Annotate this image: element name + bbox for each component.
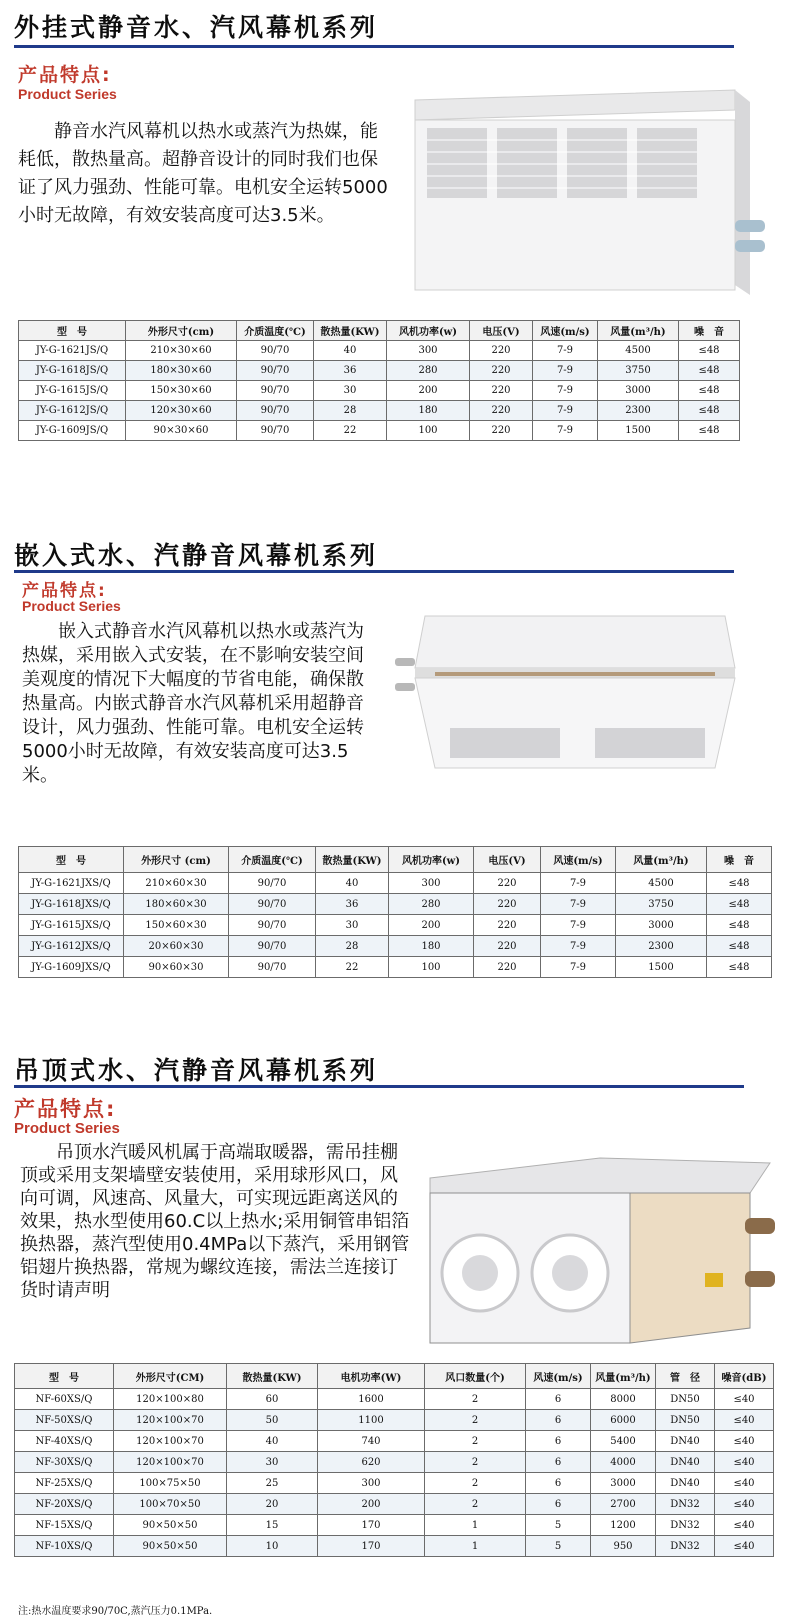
table-cell: 300 bbox=[318, 1473, 425, 1494]
table-row bbox=[15, 1515, 774, 1536]
table-cell: 7-9 bbox=[533, 421, 598, 441]
table-header-cell: 噪 音 bbox=[707, 847, 772, 873]
table-cell: 7-9 bbox=[533, 341, 598, 361]
product-description: 静音水汽风幕机以热水或蒸汽为热媒，能耗低，散热量高。超静音设计的同时我们也保证了风力强劲、性能可靠。电机安全运转5000小时无故障，有效安装高度可达3.5米。 bbox=[18, 121, 388, 226]
table-row bbox=[15, 1389, 774, 1410]
table-header-cell: 管 径 bbox=[656, 1364, 715, 1389]
table-row bbox=[19, 894, 772, 915]
table-cell: 90×60×30 bbox=[124, 957, 229, 978]
table-cell: 4500 bbox=[616, 873, 707, 894]
section-rule bbox=[14, 1085, 744, 1088]
spec-table bbox=[18, 846, 772, 978]
table-cell: 7-9 bbox=[541, 915, 616, 936]
table-cell: DN40 bbox=[656, 1473, 715, 1494]
table-cell: NF-15XS/Q bbox=[15, 1515, 114, 1536]
table-cell: 7-9 bbox=[541, 873, 616, 894]
table-cell: 36 bbox=[314, 361, 387, 381]
table-header-cell: 介质温度(℃) bbox=[229, 847, 316, 873]
table-header-cell: 风机功率(w) bbox=[387, 321, 470, 341]
ceiling-unit-image bbox=[420, 1153, 780, 1358]
table-cell: 7-9 bbox=[541, 936, 616, 957]
table-header-cell: 散热量(KW) bbox=[314, 321, 387, 341]
table-header-cell: 风速(m/s) bbox=[541, 847, 616, 873]
table-cell: 3000 bbox=[616, 915, 707, 936]
table-header-cell: 电机功率(W) bbox=[318, 1364, 425, 1389]
table-cell: 200 bbox=[318, 1494, 425, 1515]
table-cell: DN40 bbox=[656, 1431, 715, 1452]
table-cell: 90/70 bbox=[237, 341, 314, 361]
table-cell: ≤40 bbox=[715, 1515, 774, 1536]
table-cell: 120×100×70 bbox=[114, 1431, 227, 1452]
table-cell: 220 bbox=[470, 361, 533, 381]
table-cell: ≤40 bbox=[715, 1536, 774, 1557]
table-cell: 300 bbox=[389, 873, 474, 894]
table-cell: 200 bbox=[387, 381, 470, 401]
table-row bbox=[15, 1473, 774, 1494]
table-header-cell: 电压(V) bbox=[474, 847, 541, 873]
table-header-cell: 型 号 bbox=[19, 321, 126, 341]
table-cell: ≤48 bbox=[707, 894, 772, 915]
table-cell: 90×30×60 bbox=[126, 421, 237, 441]
table-cell: 6 bbox=[526, 1494, 591, 1515]
table-header-cell: 外形尺寸 (cm) bbox=[124, 847, 229, 873]
table-cell: 5 bbox=[526, 1515, 591, 1536]
table-cell: JY-G-1612JS/Q bbox=[19, 401, 126, 421]
table-header-cell: 电压(V) bbox=[470, 321, 533, 341]
table-cell: JY-G-1618JS/Q bbox=[19, 361, 126, 381]
table-header-cell: 风速(m/s) bbox=[526, 1364, 591, 1389]
table-cell: 1 bbox=[425, 1515, 526, 1536]
table-cell: ≤40 bbox=[715, 1452, 774, 1473]
table-header-row bbox=[15, 1364, 774, 1389]
table-cell: 210×60×30 bbox=[124, 873, 229, 894]
feature-subheading: Product Series bbox=[18, 86, 117, 102]
table-header-cell: 型 号 bbox=[15, 1364, 114, 1389]
table-cell: 100×75×50 bbox=[114, 1473, 227, 1494]
table-row bbox=[15, 1536, 774, 1557]
table-cell: 7-9 bbox=[533, 381, 598, 401]
table-header-cell: 风量(m³/h) bbox=[598, 321, 679, 341]
table-footnote: 注:热水温度要求90/70C,蒸汽压力0.1MPa. bbox=[18, 1606, 213, 1617]
table-cell: JY-G-1615JS/Q bbox=[19, 381, 126, 401]
table-header-cell: 外形尺寸(CM) bbox=[114, 1364, 227, 1389]
table-cell: JY-G-1612JXS/Q bbox=[19, 936, 124, 957]
table-cell: 22 bbox=[316, 957, 389, 978]
table-cell: 280 bbox=[387, 361, 470, 381]
table-cell: 220 bbox=[470, 421, 533, 441]
table-cell: 150×30×60 bbox=[126, 381, 237, 401]
section-embedded bbox=[0, 530, 800, 1010]
feature-subheading: Product Series bbox=[22, 598, 121, 614]
table-cell: 180 bbox=[389, 936, 474, 957]
table-cell: JY-G-1615JXS/Q bbox=[19, 915, 124, 936]
table-row bbox=[15, 1410, 774, 1431]
table-cell: 120×100×80 bbox=[114, 1389, 227, 1410]
table-cell: ≤40 bbox=[715, 1389, 774, 1410]
table-row bbox=[19, 341, 740, 361]
table-cell: 6 bbox=[526, 1473, 591, 1494]
table-cell: ≤40 bbox=[715, 1473, 774, 1494]
table-cell: 30 bbox=[227, 1452, 318, 1473]
table-cell: 2300 bbox=[616, 936, 707, 957]
section-rule bbox=[14, 570, 734, 573]
table-cell: 280 bbox=[389, 894, 474, 915]
table-cell: 90/70 bbox=[229, 915, 316, 936]
table-cell: 220 bbox=[470, 341, 533, 361]
feature-heading: 产品特点: bbox=[22, 581, 107, 601]
table-cell: 210×30×60 bbox=[126, 341, 237, 361]
table-header-cell: 散热量(KW) bbox=[316, 847, 389, 873]
feature-heading: 产品特点: bbox=[14, 1097, 117, 1121]
table-cell: DN50 bbox=[656, 1389, 715, 1410]
table-row bbox=[19, 381, 740, 401]
section-title: 外挂式静音水、汽风幕机系列 bbox=[14, 13, 379, 42]
table-row bbox=[15, 1452, 774, 1473]
table-cell: 220 bbox=[474, 873, 541, 894]
table-cell: 50 bbox=[227, 1410, 318, 1431]
table-cell: 220 bbox=[474, 894, 541, 915]
table-cell: NF-30XS/Q bbox=[15, 1452, 114, 1473]
table-cell: 25 bbox=[227, 1473, 318, 1494]
wall-mounted-unit-image bbox=[405, 80, 765, 305]
table-cell: 22 bbox=[314, 421, 387, 441]
table-cell: 1100 bbox=[318, 1410, 425, 1431]
table-cell: 1600 bbox=[318, 1389, 425, 1410]
table-cell: ≤40 bbox=[715, 1431, 774, 1452]
table-cell: 120×100×70 bbox=[114, 1410, 227, 1431]
table-cell: ≤48 bbox=[707, 915, 772, 936]
table-cell: 30 bbox=[316, 915, 389, 936]
table-cell: 220 bbox=[470, 381, 533, 401]
table-cell: DN32 bbox=[656, 1494, 715, 1515]
table-cell: 100 bbox=[387, 421, 470, 441]
table-cell: 90/70 bbox=[237, 361, 314, 381]
table-cell: 90×50×50 bbox=[114, 1536, 227, 1557]
table-cell: 6 bbox=[526, 1452, 591, 1473]
table-cell: ≤48 bbox=[679, 361, 740, 381]
table-cell: 7-9 bbox=[541, 957, 616, 978]
table-cell: 2 bbox=[425, 1452, 526, 1473]
table-header-cell: 介质温度(℃) bbox=[237, 321, 314, 341]
table-cell: 220 bbox=[474, 915, 541, 936]
table-cell: 200 bbox=[389, 915, 474, 936]
table-cell: 28 bbox=[316, 936, 389, 957]
table-cell: ≤48 bbox=[679, 341, 740, 361]
table-cell: ≤48 bbox=[707, 873, 772, 894]
table-cell: 36 bbox=[316, 894, 389, 915]
table-cell: 90/70 bbox=[229, 957, 316, 978]
table-cell: NF-25XS/Q bbox=[15, 1473, 114, 1494]
table-cell: ≤48 bbox=[707, 936, 772, 957]
table-cell: 1200 bbox=[591, 1515, 656, 1536]
table-cell: NF-40XS/Q bbox=[15, 1431, 114, 1452]
table-cell: 1500 bbox=[598, 421, 679, 441]
product-description: 吊顶水汽暖风机属于高端取暖器，需吊挂棚顶或采用支架墙壁安装使用，采用球形风口，风向可调，风速高、风量大，可实现远距离送风的效果，热水型使用60.C以上热水;采用铜管串铝箔换热器，蒸汽型使用0.4MPa以下蒸汽，采用钢管铝翅片换热器，常规为螺纹连接，需法兰连接订货时请声明 bbox=[20, 1142, 410, 1301]
table-cell: 8000 bbox=[591, 1389, 656, 1410]
table-cell: 180 bbox=[387, 401, 470, 421]
table-header-cell: 风速(m/s) bbox=[533, 321, 598, 341]
product-description: 嵌入式静音水汽风幕机以热水或蒸汽为热媒，采用嵌入式安装，在不影响安装空间美观度的情况下大幅度的节省电能，确保散热量高。内嵌式静音水汽风幕机采用超静音设计，风力强劲、性能可靠。电机安全运转5000小时无故障，有效安装高度可达3.5米。 bbox=[22, 621, 364, 786]
table-header-cell: 噪音(dB) bbox=[715, 1364, 774, 1389]
table-cell: NF-10XS/Q bbox=[15, 1536, 114, 1557]
table-cell: 20 bbox=[227, 1494, 318, 1515]
section-title: 嵌入式水、汽静音风幕机系列 bbox=[14, 541, 379, 570]
table-cell: 100 bbox=[389, 957, 474, 978]
table-cell: 2 bbox=[425, 1494, 526, 1515]
table-cell: 90/70 bbox=[237, 401, 314, 421]
table-header-cell: 噪 音 bbox=[679, 321, 740, 341]
table-header-cell: 风口数量(个) bbox=[425, 1364, 526, 1389]
table-cell: 100×70×50 bbox=[114, 1494, 227, 1515]
table-cell: JY-G-1609JS/Q bbox=[19, 421, 126, 441]
table-cell: 6 bbox=[526, 1389, 591, 1410]
table-cell: NF-50XS/Q bbox=[15, 1410, 114, 1431]
table-cell: DN32 bbox=[656, 1515, 715, 1536]
table-row bbox=[19, 957, 772, 978]
table-cell: ≤48 bbox=[679, 381, 740, 401]
table-cell: 2 bbox=[425, 1473, 526, 1494]
table-cell: 90/70 bbox=[229, 894, 316, 915]
table-cell: 950 bbox=[591, 1536, 656, 1557]
table-cell: JY-G-1609JXS/Q bbox=[19, 957, 124, 978]
table-cell: 2 bbox=[425, 1389, 526, 1410]
table-cell: 7-9 bbox=[541, 894, 616, 915]
table-cell: 6 bbox=[526, 1410, 591, 1431]
table-cell: 90/70 bbox=[229, 936, 316, 957]
table-cell: 2 bbox=[425, 1431, 526, 1452]
table-header-row bbox=[19, 321, 740, 341]
feature-heading: 产品特点: bbox=[18, 64, 112, 86]
table-cell: 1500 bbox=[616, 957, 707, 978]
table-cell: NF-20XS/Q bbox=[15, 1494, 114, 1515]
table-cell: 4500 bbox=[598, 341, 679, 361]
table-cell: 6 bbox=[526, 1431, 591, 1452]
table-cell: 220 bbox=[470, 401, 533, 421]
table-header-cell: 外形尺寸(cm) bbox=[126, 321, 237, 341]
table-cell: 40 bbox=[316, 873, 389, 894]
table-cell: 15 bbox=[227, 1515, 318, 1536]
table-cell: 30 bbox=[314, 381, 387, 401]
table-cell: DN50 bbox=[656, 1410, 715, 1431]
table-cell: 3750 bbox=[598, 361, 679, 381]
table-cell: 180×60×30 bbox=[124, 894, 229, 915]
table-cell: NF-60XS/Q bbox=[15, 1389, 114, 1410]
table-cell: ≤40 bbox=[715, 1410, 774, 1431]
table-cell: 40 bbox=[314, 341, 387, 361]
table-cell: 300 bbox=[387, 341, 470, 361]
table-cell: 180×30×60 bbox=[126, 361, 237, 381]
table-cell: ≤40 bbox=[715, 1494, 774, 1515]
table-cell: DN40 bbox=[656, 1452, 715, 1473]
table-header-cell: 散热量(KW) bbox=[227, 1364, 318, 1389]
table-row bbox=[19, 401, 740, 421]
table-cell: 120×100×70 bbox=[114, 1452, 227, 1473]
table-cell: 3000 bbox=[591, 1473, 656, 1494]
table-cell: 90/70 bbox=[229, 873, 316, 894]
table-cell: 40 bbox=[227, 1431, 318, 1452]
table-header-cell: 型 号 bbox=[19, 847, 124, 873]
table-cell: 150×60×30 bbox=[124, 915, 229, 936]
table-row bbox=[19, 936, 772, 957]
section-title: 吊顶式水、汽静音风幕机系列 bbox=[14, 1056, 379, 1085]
table-row bbox=[19, 421, 740, 441]
table-cell: JY-G-1618JXS/Q bbox=[19, 894, 124, 915]
table-row bbox=[19, 915, 772, 936]
spec-table bbox=[18, 320, 740, 441]
table-cell: 1 bbox=[425, 1536, 526, 1557]
embedded-unit-image bbox=[395, 608, 755, 808]
table-row bbox=[19, 361, 740, 381]
table-cell: 3000 bbox=[598, 381, 679, 401]
section-rule bbox=[14, 45, 734, 48]
table-header-row bbox=[19, 847, 772, 873]
table-cell: 2300 bbox=[598, 401, 679, 421]
table-cell: DN32 bbox=[656, 1536, 715, 1557]
table-cell: 220 bbox=[474, 936, 541, 957]
table-cell: 170 bbox=[318, 1515, 425, 1536]
section-wall-mounted bbox=[0, 0, 800, 460]
table-cell: 4000 bbox=[591, 1452, 656, 1473]
table-header-cell: 风机功率(w) bbox=[389, 847, 474, 873]
table-cell: 7-9 bbox=[533, 401, 598, 421]
table-cell: ≤48 bbox=[707, 957, 772, 978]
table-header-cell: 风量(m³/h) bbox=[591, 1364, 656, 1389]
table-cell: 170 bbox=[318, 1536, 425, 1557]
table-cell: ≤48 bbox=[679, 421, 740, 441]
table-cell: 90/70 bbox=[237, 381, 314, 401]
table-cell: 20×60×30 bbox=[124, 936, 229, 957]
table-cell: 2 bbox=[425, 1410, 526, 1431]
table-cell: 120×30×60 bbox=[126, 401, 237, 421]
table-row bbox=[15, 1494, 774, 1515]
table-cell: 5400 bbox=[591, 1431, 656, 1452]
table-cell: 620 bbox=[318, 1452, 425, 1473]
table-cell: 60 bbox=[227, 1389, 318, 1410]
table-cell: 220 bbox=[474, 957, 541, 978]
table-cell: 10 bbox=[227, 1536, 318, 1557]
table-cell: 28 bbox=[314, 401, 387, 421]
spec-table bbox=[14, 1363, 774, 1557]
table-header-cell: 风量(m³/h) bbox=[616, 847, 707, 873]
table-cell: 2700 bbox=[591, 1494, 656, 1515]
table-cell: ≤48 bbox=[679, 401, 740, 421]
table-cell: 7-9 bbox=[533, 361, 598, 381]
feature-subheading: Product Series bbox=[14, 1120, 120, 1137]
section-ceiling bbox=[0, 1045, 800, 1618]
table-cell: 3750 bbox=[616, 894, 707, 915]
table-cell: 90×50×50 bbox=[114, 1515, 227, 1536]
table-cell: JY-G-1621JS/Q bbox=[19, 341, 126, 361]
table-cell: 90/70 bbox=[237, 421, 314, 441]
table-cell: 6000 bbox=[591, 1410, 656, 1431]
table-cell: 5 bbox=[526, 1536, 591, 1557]
table-cell: 740 bbox=[318, 1431, 425, 1452]
table-row bbox=[19, 873, 772, 894]
table-row bbox=[15, 1431, 774, 1452]
table-cell: JY-G-1621JXS/Q bbox=[19, 873, 124, 894]
